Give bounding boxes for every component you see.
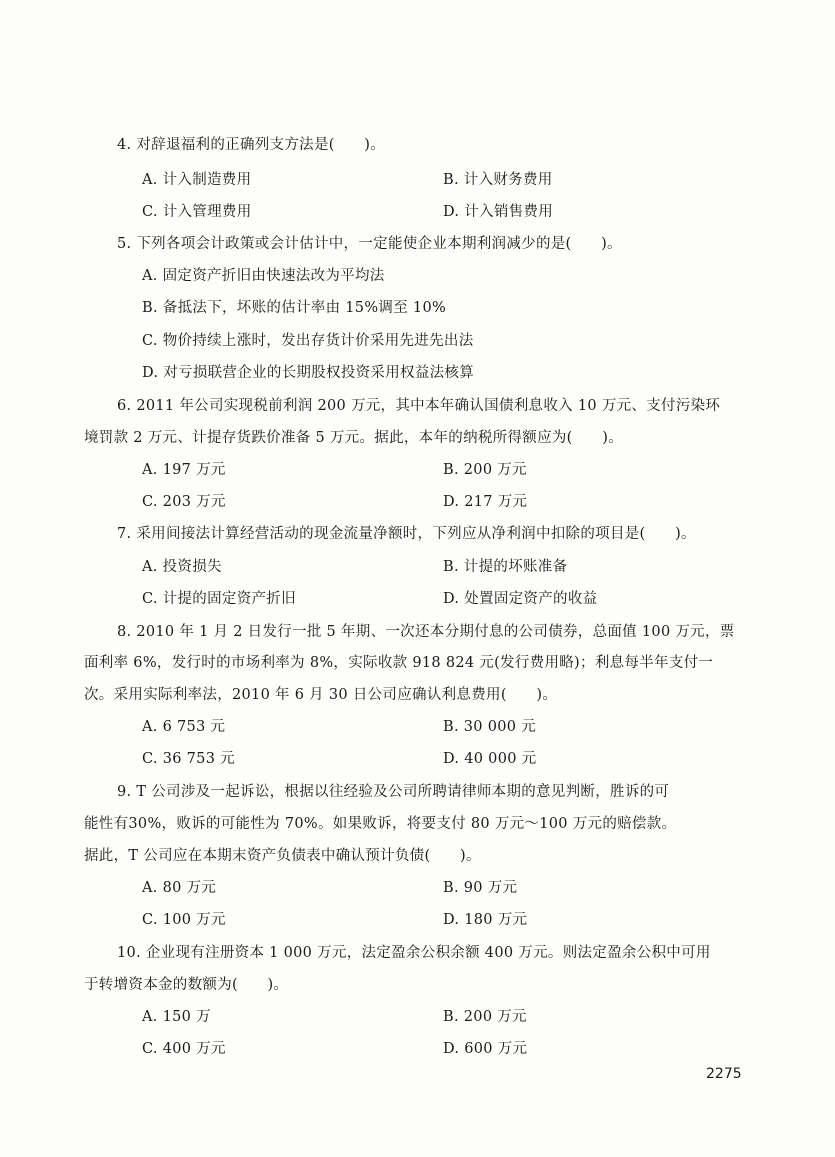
question-5-option-b: B. 备抵法下，坏账的估计率由 15%调至 10% <box>142 300 447 316</box>
question-10-option-a: A. 150 万 <box>142 1009 211 1025</box>
question-4-option-a: A. 计入制造费用 <box>142 172 252 188</box>
question-8-stem-line-1: 8. 2010 年 1 月 2 日发行一批 5 年期、一次还本分期付息的公司债券，总面值 100 万元，票 <box>117 624 735 640</box>
question-4-stem-line-1: 4. 对辞退福利的正确列支方法是( )。 <box>117 137 386 153</box>
question-8-option-c: C. 36 753 元 <box>142 751 235 767</box>
question-6-option-b: B. 200 万元 <box>443 462 527 478</box>
question-4-option-c: C. 计入管理费用 <box>142 204 252 220</box>
question-5-option-d: D. 对亏损联营企业的长期股权投资采用权益法核算 <box>142 365 475 381</box>
question-4-option-b: B. 计入财务费用 <box>443 172 553 188</box>
question-7-stem-line-1: 7. 采用间接法计算经营活动的现金流量净额时，下列应从净利润中扣除的项目是( )。 <box>117 526 696 542</box>
question-8-option-b: B. 30 000 元 <box>443 719 537 735</box>
question-8-stem-line-3: 次。采用实际利率法，2010 年 6 月 30 日公司应确认利息费用( )。 <box>84 687 558 703</box>
question-6-option-c: C. 203 万元 <box>142 494 226 510</box>
question-10-option-b: B. 200 万元 <box>443 1009 527 1025</box>
question-7-option-c: C. 计提的固定资产折旧 <box>142 591 296 607</box>
question-9-option-c: C. 100 万元 <box>142 912 226 928</box>
question-6-option-a: A. 197 万元 <box>142 462 226 478</box>
question-5-option-a: A. 固定资产折旧由快速法改为平均法 <box>142 268 385 284</box>
question-5-option-c: C. 物价持续上涨时，发出存货计价采用先进先出法 <box>142 333 474 349</box>
question-8-stem-line-2: 面利率 6%，发行时的市场利率为 8%，实际收款 918 824 元(发行费用略)；利息每半年支付一 <box>84 655 714 671</box>
question-9-stem-line-3: 据此，T 公司应在本期末资产负债表中确认预计负债( )。 <box>84 848 481 864</box>
question-10-stem-line-1: 10. 企业现有注册资本 1 000 万元，法定盈余公积余额 400 万元。则法定盈余公积中可用 <box>117 945 711 961</box>
question-10-stem-line-2: 于转增资本金的数额为( )。 <box>84 977 289 993</box>
question-7-option-a: A. 投资损失 <box>142 559 222 575</box>
question-6-option-d: D. 217 万元 <box>443 494 528 510</box>
question-9-stem-line-2: 能性有30%，败诉的可能性为 70%。如果败诉，将要支付 80 万元～100 万元的赔偿款。 <box>84 816 677 832</box>
page-number: 2275 <box>706 1066 742 1082</box>
question-6-stem-line-1: 6. 2011 年公司实现税前利润 200 万元，其中本年确认国债利息收入 10 万元、支付污染环 <box>117 398 721 414</box>
question-8-option-a: A. 6 753 元 <box>142 719 226 735</box>
question-10-option-d: D. 600 万元 <box>443 1041 528 1057</box>
question-9-option-d: D. 180 万元 <box>443 912 528 928</box>
question-10-option-c: C. 400 万元 <box>142 1041 226 1057</box>
question-5-stem-line-1: 5. 下列各项会计政策或会计估计中，一定能使企业本期利润减少的是( )。 <box>117 236 622 252</box>
question-9-stem-line-1: 9. T 公司涉及一起诉讼，根据以往经验及公司所聘请律师本期的意见判断，胜诉的可 <box>117 784 670 800</box>
question-7-option-b: B. 计提的坏账准备 <box>443 559 568 575</box>
question-9-option-a: A. 80 万元 <box>142 880 217 896</box>
question-4-option-d: D. 计入销售费用 <box>443 204 554 220</box>
question-9-option-b: B. 90 万元 <box>443 880 518 896</box>
question-8-option-d: D. 40 000 元 <box>443 751 537 767</box>
question-7-option-d: D. 处置固定资产的收益 <box>443 591 598 607</box>
question-6-stem-line-2: 境罚款 2 万元、计提存货跌价准备 5 万元。据此，本年的纳税所得额应为( )。 <box>84 430 623 446</box>
